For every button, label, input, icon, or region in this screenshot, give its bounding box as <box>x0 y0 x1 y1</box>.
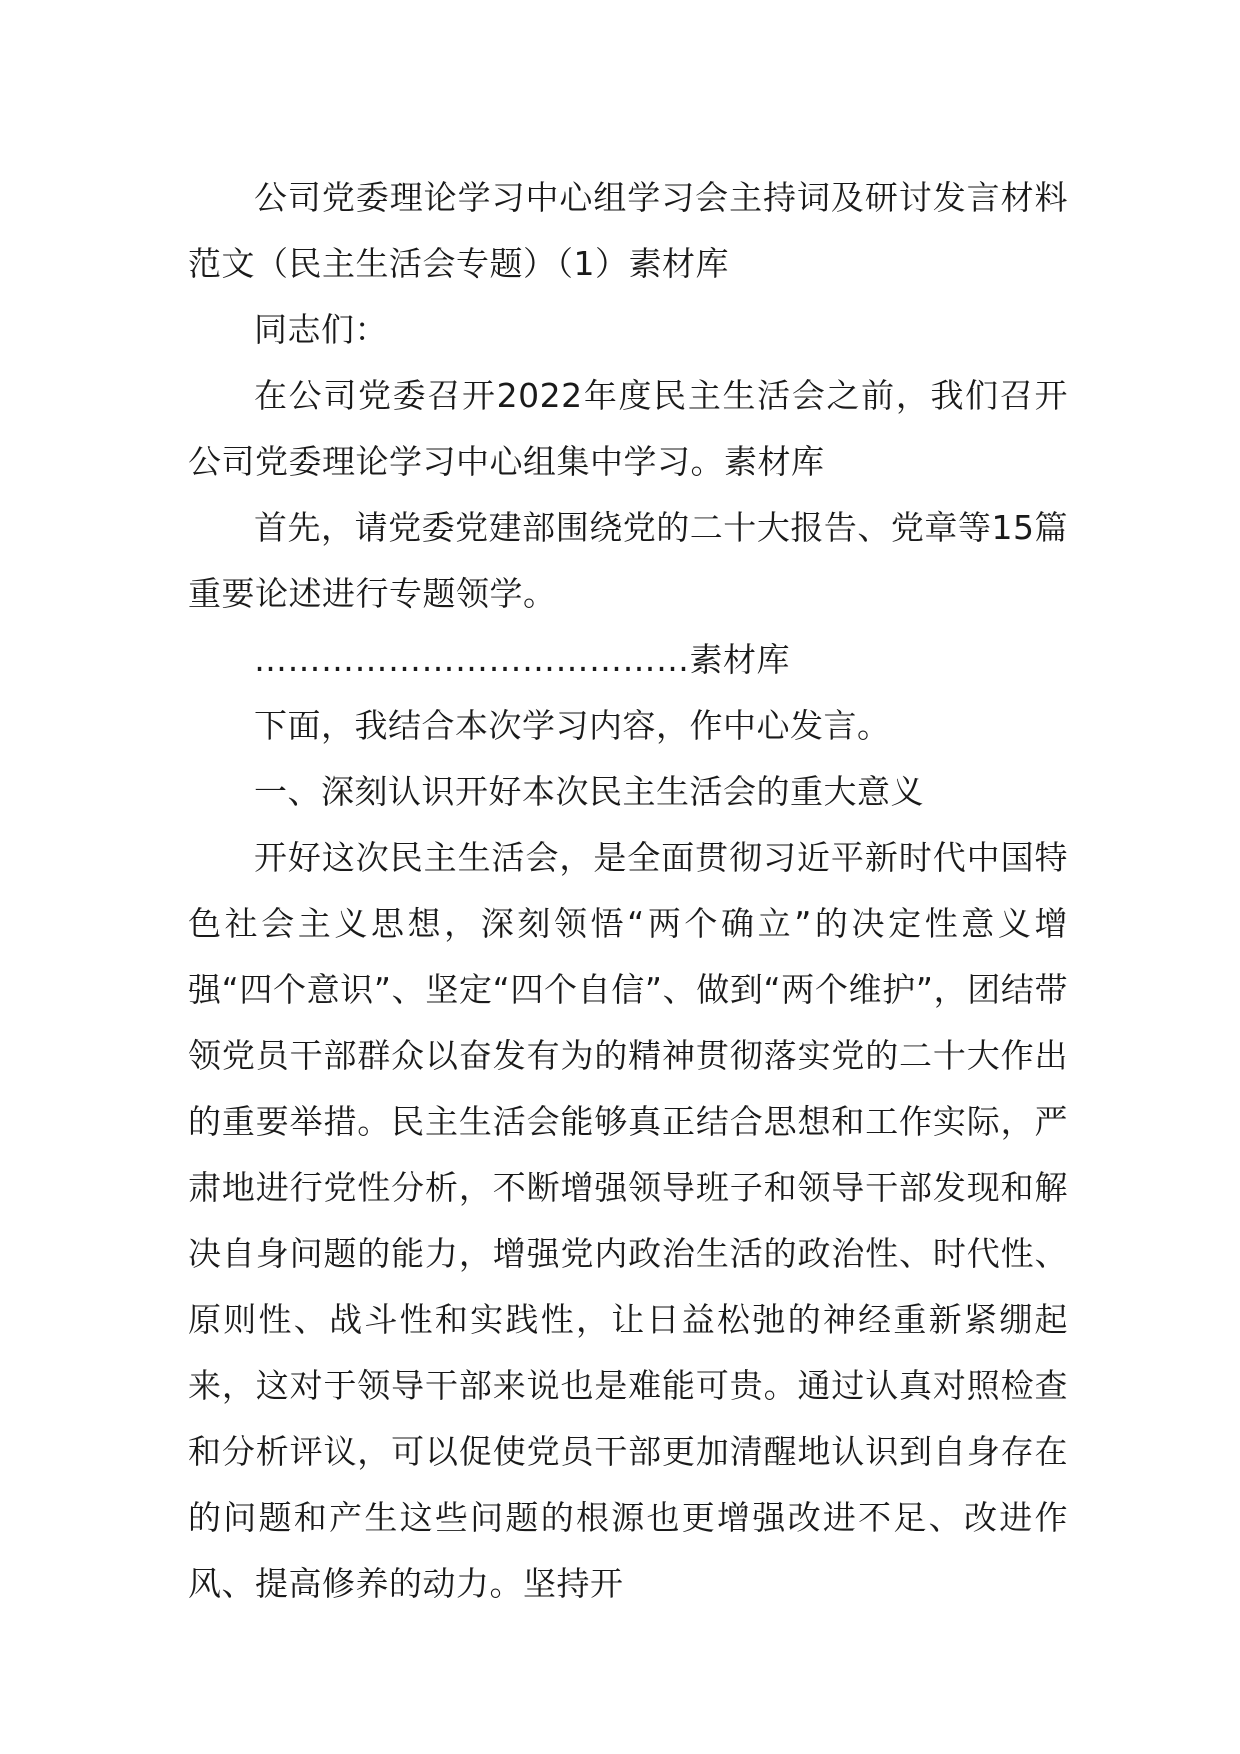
document-title: 公司党委理论学习中心组学习会主持词及研讨发言材料范文（民主生活会专题）（1）素材库 <box>188 178 1068 283</box>
body-paragraph: 首先，请党委党建部围绕党的二十大报告、党章等15篇重要论述进行专题领学。 <box>188 508 1068 613</box>
body-paragraph: 在公司党委召开2022年度民主生活会之前，我们召开公司党委理论学习中心组集中学习。素材库 <box>188 376 1068 481</box>
body-paragraph: 开好这次民主生活会，是全面贯彻习近平新时代中国特色社会主义思想，深刻领悟“两个确立”的决定性意义增强“四个意识”、坚定“四个自信”、做到“两个维护”，团结带领党员干部群众以奋发有为的精神贯彻落实党的二十大作出的重要举措。民主生活会能够真正结合思想和工作实际，严肃地进行党性分析，不断增强领导班子和领导干部发现和解决自身问题的能力，增强党内政治生活的政治性、时代性、原则性、战斗性和实践性，让日益松弛的神经重新紧绷起来，这对于领导干部来说也是难能可贵。通过认真对照检查和分析评议，可以促使党员干部更加清醒地认识到自身存在的问题和产生这些问题的根源也更增强改进不足、改进作风、提高修养的动力。坚持开 <box>188 838 1068 1603</box>
ellipsis-paragraph: …………………………………素材库 <box>254 640 790 679</box>
section-heading: 一、深刻认识开好本次民主生活会的重大意义 <box>254 772 924 811</box>
document-body <box>188 165 1068 1617</box>
body-paragraph: 下面，我结合本次学习内容，作中心发言。 <box>254 706 891 745</box>
greeting-paragraph: 同志们： <box>254 310 388 349</box>
